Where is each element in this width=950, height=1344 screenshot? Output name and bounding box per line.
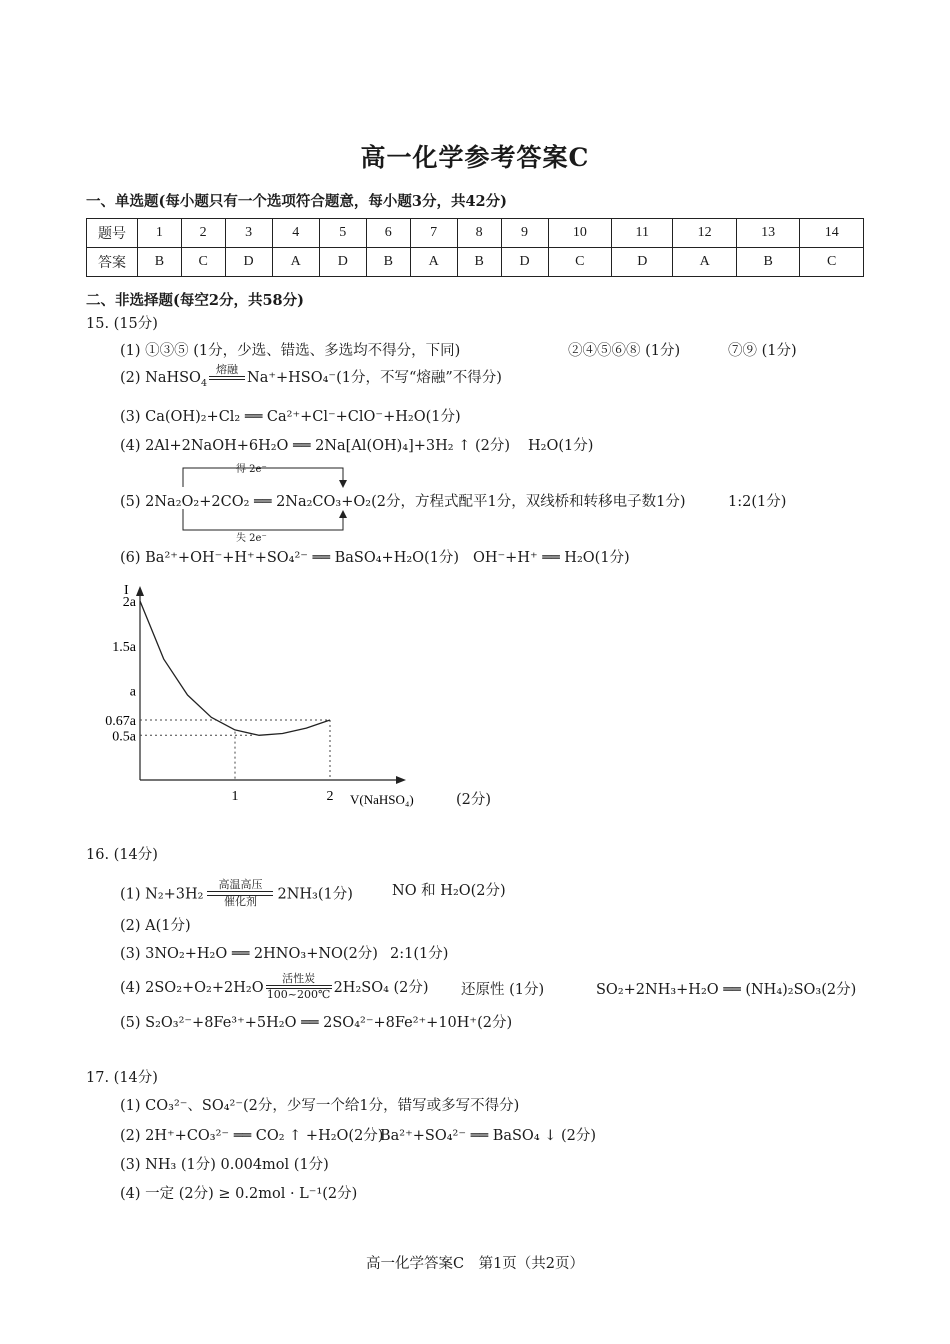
table-cell: 10 [548,219,612,248]
q17-line2-a: (2) 2H⁺+CO₃²⁻ ══ CO₂ ↑ +H₂O(2分) [120,1128,384,1144]
table-cell: C [800,248,864,277]
section1-heading: 一、单选题(每小题只有一个选项符合题意，每小题3分，共42分) [86,193,507,210]
q15-line2-pre: (2) NaHSO [120,370,201,386]
page-title: 高一化学参考答案C [360,143,590,172]
q16-line3-b: 2:1(1分) [390,946,449,962]
haber-top-label: 高温高压 [218,878,263,891]
table-cell: A [272,248,319,277]
table-cell: 13 [736,219,800,248]
melt-condition-arrow [209,364,245,380]
table-cell: 8 [457,219,501,248]
table-cell: D [225,248,272,277]
catalyst-bottom-label: 100~200℃ [266,988,331,1001]
catalyst-top-label: 活性炭 [282,972,316,985]
table-cell-label: 答案 [87,248,138,277]
y-axis-label: I [124,583,129,598]
q15-line1-c: ⑦⑨ (1分) [728,343,797,359]
q15-line3: (3) Ca(OH)₂+Cl₂ ══ Ca²⁺+Cl⁻+ClO⁻+H₂O(1分) [120,409,461,425]
section2-heading: 二、非选择题(每空2分，共58分) [86,292,304,309]
y-tick-label: 2a [122,595,136,610]
q15-line4-a: (4) 2Al+2NaOH+6H₂O ══ 2Na[Al(OH)₄]+3H₂ ↑ (2分) [120,438,510,454]
electron-loss-label: 失 2e⁻ [236,533,267,544]
q16-line5: (5) S₂O₃²⁻+8Fe³⁺+5H₂O ══ 2SO₄²⁻+8Fe²⁺+10H⁺(2分) [120,1015,513,1031]
melt-condition-label: 熔融 [216,363,238,376]
page-footer: 高一化学答案C 第1页（共2页） [365,1256,585,1272]
q15-line1-a: (1) ①③⑤ (1分，少选、错选、多选均不得分，下同) [120,343,461,359]
q15-line1-b: ②④⑤⑥⑧ (1分) [568,343,681,359]
x-tick-label: 1 [231,789,239,804]
table-cell: 9 [501,219,548,248]
table-cell: 1 [138,219,182,248]
table-cell: A [410,248,457,277]
table-row-numbers [87,219,864,248]
q15-line5: (5) 2Na₂O₂+2CO₂ ══ 2Na₂CO₃+O₂(2分，方程式配平1分，双线桥和转移电子数1分) [120,494,686,510]
x-tick-label: 2 [326,789,334,804]
electron-gain-label: 得 2e⁻ [236,464,267,475]
q17-line2-b: Ba²⁺+SO₄²⁻ ══ BaSO₄ ↓ (2分) [380,1128,597,1144]
q16-line4-pre: (4) 2SO₂+O₂+2H₂O [120,980,264,996]
haber-condition-arrow [207,879,273,908]
q16-line4 [120,974,429,1002]
table-cell: 6 [366,219,410,248]
q16-line2: (2) A(1分) [120,918,191,934]
q16-line1-b: NO 和 H₂O(2分) [392,883,506,899]
y-axis-arrow [136,586,144,596]
table-cell: D [501,248,548,277]
x-axis-label: V(NaHSO₄) [350,792,414,807]
table-cell: 3 [225,219,272,248]
q17-line1: (1) CO₃²⁻、SO₄²⁻(2分，少写一个给1分，错写或多写不得分) [120,1098,520,1114]
q17-line3: (3) NH₃ (1分) 0.004mol (1分) [120,1157,329,1173]
table-cell: 4 [272,219,319,248]
table-cell: D [319,248,366,277]
table-cell: C [181,248,225,277]
table-cell: A [673,248,737,277]
table-cell: D [612,248,673,277]
haber-bottom-label: 催化剂 [223,895,257,908]
table-cell: B [736,248,800,277]
table-row-answers [87,248,864,277]
table-cell: C [548,248,612,277]
q15-line6-b: OH⁻+H⁺ ══ H₂O(1分) [473,550,630,566]
y-tick-label: a [129,684,136,700]
x-axis-arrow [396,776,406,784]
q15-line5-ratio: 1:2(1分) [728,494,787,510]
y-tick-label: 0.5a [112,729,136,745]
q16-line1-pre: (1) N₂+3H₂ [120,886,204,903]
q17-header: 17. (14分) [86,1070,158,1086]
q15-line6-a: (6) Ba²⁺+OH⁻+H⁺+SO₄²⁻ ══ BaSO₄+H₂O(1分) [120,550,460,566]
conductivity-chart [90,574,420,814]
table-cell: B [138,248,182,277]
q16-line3-a: (3) 3NO₂+H₂O ══ 2HNO₃+NO(2分) [120,946,378,962]
answer-table [86,218,864,277]
y-tick-label: 0.67a [105,714,136,730]
conductivity-curve [140,601,330,735]
q15-line2: (2) NaHSO$_4$ 熔融 Na⁺+HSO₄⁻(1分，不写“熔融”不得分) [120,363,502,389]
q16-line1-post: 2NH₃(1分) [277,886,353,903]
q16-line4-c: SO₂+2NH₃+H₂O ══ (NH₄)₂SO₃(2分) [596,982,857,998]
q15-line2-post: Na⁺+HSO₄⁻(1分，不写“熔融”不得分) [247,370,502,386]
q16-header: 16. (14分) [86,847,158,863]
q17-line4: (4) 一定 (2分) ≥ 0.2mol · L⁻¹(2分) [120,1186,358,1202]
table-cell: 11 [612,219,673,248]
q16-line1 [120,880,353,909]
q16-line4-b: 还原性 (1分) [461,982,545,998]
y-tick-label: 1.5a [112,639,136,655]
table-cell-label: 题号 [87,219,138,248]
table-cell: B [457,248,501,277]
q15-line4-b: H₂O(1分) [528,438,594,454]
table-cell: 5 [319,219,366,248]
catalyst-condition-arrow [266,973,332,1001]
table-cell: 2 [181,219,225,248]
graph-score: (2分) [456,792,492,808]
table-cell: 14 [800,219,864,248]
table-cell: 7 [410,219,457,248]
table-cell: 12 [673,219,737,248]
q16-line4-post: 2H₂SO₄ (2分) [333,980,429,996]
table-cell: B [366,248,410,277]
q15-header: 15. (15分) [86,316,158,332]
